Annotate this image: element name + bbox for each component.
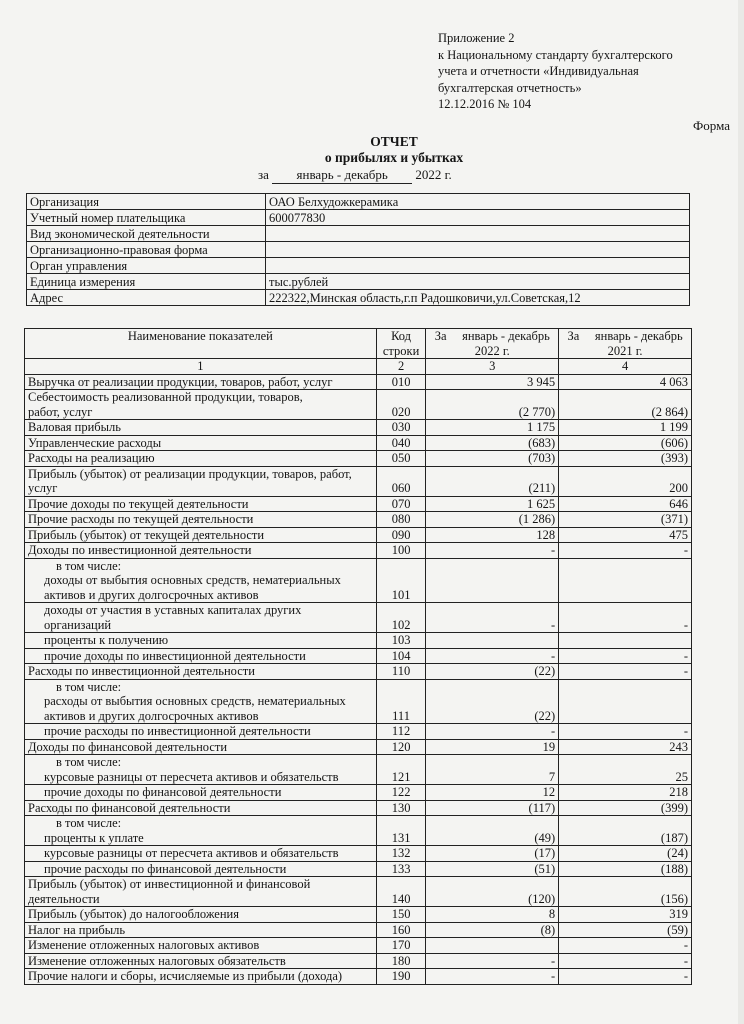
header-code xyxy=(376,329,426,359)
value-previous: - xyxy=(559,648,692,664)
column-number: 2 xyxy=(376,359,426,375)
indicator-line: Прочие расходы по текущей деятельности xyxy=(28,512,254,526)
indicator-line: прочие расходы по инвестиционной деятельности xyxy=(44,724,311,738)
table-row xyxy=(25,755,692,785)
indicator-line: Валовая прибыль xyxy=(28,420,121,434)
table-row xyxy=(25,466,692,496)
indicator-name xyxy=(25,374,377,390)
table-row xyxy=(25,633,692,649)
indicator-line: курсовые разницы от пересчета активов и обязательств xyxy=(44,769,339,784)
indicator-line: Управленческие расходы xyxy=(28,435,162,450)
indicator-line: доходы от участия в уставных капиталах других xyxy=(44,603,302,617)
table-row xyxy=(25,953,692,969)
value-previous: (187) xyxy=(559,816,692,846)
indicator-line: Расходы по инвестиционной деятельности xyxy=(28,664,255,678)
column-number: 1 xyxy=(25,359,377,375)
indicator-line: Прибыль (убыток) от инвестиционной и финансовой xyxy=(28,877,311,891)
report-title: ОТЧЕТ xyxy=(370,134,418,149)
indicator-line: расходы от выбытия основных средств, нематериальных xyxy=(44,694,346,708)
indicator-line: Прибыль (убыток) от текущей деятельности xyxy=(28,527,265,542)
row-code: 020 xyxy=(376,390,426,420)
indicator-line: прочие доходы по инвестиционной деятельности xyxy=(44,648,306,663)
table-row xyxy=(25,496,692,512)
table-row xyxy=(25,785,692,801)
indicator-name xyxy=(25,816,377,846)
value-previous: 4 063 xyxy=(559,374,692,390)
org-row xyxy=(27,290,690,306)
column-number: 3 xyxy=(426,359,559,375)
row-code: 160 xyxy=(376,922,426,938)
org-value: ОАО Белхудожкерамика xyxy=(266,194,690,210)
value-previous: - xyxy=(559,603,692,633)
value-current: - xyxy=(426,648,559,664)
org-row xyxy=(27,194,690,210)
value-previous: 25 xyxy=(559,755,692,785)
indicator-line: Прочие доходы по текущей деятельности xyxy=(28,496,249,511)
org-value xyxy=(266,258,690,274)
value-previous: 475 xyxy=(559,527,692,543)
value-current: (1 286) xyxy=(426,512,559,528)
report-subtitle: о прибылях и убытках xyxy=(324,150,464,165)
header-code-line: строки xyxy=(382,343,420,358)
appendix-line: Приложение 2 xyxy=(438,31,515,45)
indicator-name xyxy=(25,724,377,740)
row-code: 030 xyxy=(376,420,426,436)
organization-table xyxy=(26,193,690,306)
table-row xyxy=(25,969,692,985)
indicator-name xyxy=(25,739,377,755)
indicator-name xyxy=(25,633,377,649)
org-row xyxy=(27,210,690,226)
value-previous: (606) xyxy=(559,435,692,451)
indicator-line: Расходы на реализацию xyxy=(28,451,155,465)
row-code: 050 xyxy=(376,451,426,467)
indicator-line: в том числе: xyxy=(56,816,122,830)
indicator-line: курсовые разницы от пересчета активов и обязательств xyxy=(44,846,339,860)
indicator-line: деятельности xyxy=(28,891,100,906)
table-row xyxy=(25,907,692,923)
indicator-name xyxy=(25,969,377,985)
org-label: Адрес xyxy=(27,290,266,306)
table-row xyxy=(25,861,692,877)
value-previous: (188) xyxy=(559,861,692,877)
indicator-line: Прибыль (убыток) до налогообложения xyxy=(28,907,239,921)
indicator-name xyxy=(25,527,377,543)
indicator-line: в том числе: xyxy=(56,755,122,769)
value-previous: 646 xyxy=(559,496,692,512)
value-previous: (59) xyxy=(559,922,692,938)
row-code: 131 xyxy=(376,816,426,846)
value-previous xyxy=(559,633,692,649)
table-row xyxy=(25,451,692,467)
value-current: (683) xyxy=(426,435,559,451)
appendix-line: к Национальному стандарту бухгалтерского xyxy=(438,47,673,62)
value-previous: - xyxy=(559,953,692,969)
value-previous: (393) xyxy=(559,451,692,467)
value-previous: (2 864) xyxy=(559,390,692,420)
row-code: 060 xyxy=(376,466,426,496)
row-code: 150 xyxy=(376,907,426,923)
column-number-row xyxy=(25,359,692,375)
indicator-name xyxy=(25,496,377,512)
value-current xyxy=(426,558,559,603)
indicator-name xyxy=(25,800,377,816)
row-code: 130 xyxy=(376,800,426,816)
indicator-line: активов и других долгосрочных активов xyxy=(44,708,259,723)
table-row xyxy=(25,938,692,954)
appendix-note xyxy=(438,30,673,113)
indicator-name xyxy=(25,877,377,907)
table-row xyxy=(25,664,692,680)
header-current-line: 2022 г. xyxy=(474,343,510,358)
value-current: (703) xyxy=(426,451,559,467)
indicator-line: Изменение отложенных налоговых активов xyxy=(28,938,260,952)
value-previous: 243 xyxy=(559,739,692,755)
value-current: - xyxy=(426,603,559,633)
table-row xyxy=(25,846,692,862)
value-current: (22) xyxy=(426,679,559,724)
value-current: (8) xyxy=(426,922,559,938)
indicator-line: работ, услуг xyxy=(28,404,93,419)
table-row xyxy=(25,374,692,390)
org-label: Учетный номер плательщика xyxy=(27,210,266,226)
table-header-row xyxy=(25,329,692,359)
value-previous xyxy=(559,679,692,724)
appendix-line: бухгалтерская отчетность» xyxy=(438,80,582,95)
row-code: 133 xyxy=(376,861,426,877)
table-row xyxy=(25,512,692,528)
value-current: 1 175 xyxy=(426,420,559,436)
value-current: - xyxy=(426,543,559,559)
form-label: Форма xyxy=(693,118,730,133)
value-previous: (156) xyxy=(559,877,692,907)
org-row xyxy=(27,242,690,258)
table-row xyxy=(25,603,692,633)
table-row xyxy=(25,922,692,938)
indicator-line: услуг xyxy=(28,481,58,495)
value-previous: - xyxy=(559,724,692,740)
value-current: - xyxy=(426,724,559,740)
table-row xyxy=(25,800,692,816)
row-code: 102 xyxy=(376,603,426,633)
indicator-line: прочие расходы по финансовой деятельности xyxy=(44,861,287,876)
value-previous: (399) xyxy=(559,800,692,816)
row-code: 122 xyxy=(376,785,426,801)
indicator-name xyxy=(25,420,377,436)
value-current: 1 625 xyxy=(426,496,559,512)
value-previous xyxy=(559,558,692,603)
indicator-line: активов и других долгосрочных активов xyxy=(44,587,259,602)
row-code: 180 xyxy=(376,953,426,969)
row-code: 112 xyxy=(376,724,426,740)
value-current: 12 xyxy=(426,785,559,801)
row-code: 104 xyxy=(376,648,426,664)
value-current xyxy=(426,633,559,649)
row-code: 090 xyxy=(376,527,426,543)
header-previous-line: За январь - декабрь xyxy=(567,329,683,343)
header-indicator: Наименование показателей xyxy=(25,329,377,359)
indicator-line: Налог на прибыль xyxy=(28,922,126,937)
table-row xyxy=(25,739,692,755)
org-label: Организационно-правовая форма xyxy=(27,242,266,258)
row-code: 010 xyxy=(376,374,426,390)
indicator-line: Прочие налоги и сборы, исчисляемые из прибыли (дохода) xyxy=(28,969,343,983)
indicator-name xyxy=(25,755,377,785)
org-value: 222322,Минская область,г.п Радошковичи,ул.Советская,12 xyxy=(266,290,690,306)
row-code: 121 xyxy=(376,755,426,785)
profit-loss-table xyxy=(24,328,692,985)
indicator-line: Доходы по инвестиционной деятельности xyxy=(28,543,252,557)
indicator-line: в том числе: xyxy=(56,558,122,573)
indicator-name xyxy=(25,922,377,938)
value-previous: - xyxy=(559,938,692,954)
table-row xyxy=(25,390,692,420)
row-code: 080 xyxy=(376,512,426,528)
value-previous: 1 199 xyxy=(559,420,692,436)
indicator-name xyxy=(25,466,377,496)
row-code: 120 xyxy=(376,739,426,755)
indicator-line: проценты к уплате xyxy=(44,830,144,845)
org-value: 600077830 xyxy=(266,210,690,226)
org-value: тыс.рублей xyxy=(266,274,690,290)
indicator-name xyxy=(25,558,377,603)
row-code: 103 xyxy=(376,633,426,649)
row-code: 040 xyxy=(376,435,426,451)
value-previous: - xyxy=(559,664,692,680)
table-row xyxy=(25,543,692,559)
indicator-name xyxy=(25,953,377,969)
header-previous xyxy=(559,329,692,359)
table-row xyxy=(25,420,692,436)
table-row xyxy=(25,648,692,664)
indicator-line: доходы от выбытия основных средств, нематериальных xyxy=(44,573,341,587)
value-current: (51) xyxy=(426,861,559,877)
indicator-name xyxy=(25,390,377,420)
table-row xyxy=(25,816,692,846)
header-current-line: За январь - декабрь xyxy=(434,329,550,343)
table-row xyxy=(25,877,692,907)
header-previous-line: 2021 г. xyxy=(607,343,643,358)
indicator-name xyxy=(25,451,377,467)
scan-edge xyxy=(738,0,744,1024)
org-value xyxy=(266,242,690,258)
table-row xyxy=(25,558,692,603)
org-label: Единица измерения xyxy=(27,274,266,290)
row-code: 070 xyxy=(376,496,426,512)
org-label: Вид экономической деятельности xyxy=(27,226,266,242)
org-label: Организация xyxy=(27,194,266,210)
indicator-name xyxy=(25,664,377,680)
indicator-line: организаций xyxy=(44,617,112,632)
table-row xyxy=(25,724,692,740)
indicator-name xyxy=(25,861,377,877)
indicator-name xyxy=(25,846,377,862)
period-value: январь - декабрь xyxy=(272,167,412,184)
value-current: (17) xyxy=(426,846,559,862)
indicator-line: в том числе: xyxy=(56,679,122,694)
value-current: (211) xyxy=(426,466,559,496)
indicator-name xyxy=(25,648,377,664)
value-current: (22) xyxy=(426,664,559,680)
value-current: 8 xyxy=(426,907,559,923)
value-current: - xyxy=(426,953,559,969)
org-row xyxy=(27,226,690,242)
indicator-name xyxy=(25,907,377,923)
value-current: 19 xyxy=(426,739,559,755)
indicator-name xyxy=(25,543,377,559)
value-current: - xyxy=(426,969,559,985)
indicator-line: Доходы по финансовой деятельности xyxy=(28,739,228,754)
value-current: (117) xyxy=(426,800,559,816)
row-code: 100 xyxy=(376,543,426,559)
value-current: 7 xyxy=(426,755,559,785)
indicator-line: Расходы по финансовой деятельности xyxy=(28,800,231,815)
header-current xyxy=(426,329,559,359)
period-prefix: за xyxy=(258,167,269,182)
org-value xyxy=(266,226,690,242)
column-number: 4 xyxy=(559,359,692,375)
value-previous: 218 xyxy=(559,785,692,801)
row-code: 101 xyxy=(376,558,426,603)
value-previous: (24) xyxy=(559,846,692,862)
indicator-line: Выручка от реализации продукции, товаров, работ, услуг xyxy=(28,374,333,389)
indicator-line: Себестоимость реализованной продукции, товаров, xyxy=(28,390,303,404)
period-year: 2022 г. xyxy=(415,167,452,182)
indicator-line: Прибыль (убыток) от реализации продукции, товаров, работ, xyxy=(28,466,352,481)
indicator-name xyxy=(25,938,377,954)
org-row xyxy=(27,258,690,274)
table-row xyxy=(25,679,692,724)
value-current: (49) xyxy=(426,816,559,846)
appendix-line: учета и отчетности «Индивидуальная xyxy=(438,64,639,78)
row-code: 140 xyxy=(376,877,426,907)
value-previous: 200 xyxy=(559,466,692,496)
indicator-line: прочие доходы по финансовой деятельности xyxy=(44,785,282,799)
indicator-line: Изменение отложенных налоговых обязательств xyxy=(28,953,286,968)
indicator-name xyxy=(25,512,377,528)
org-row xyxy=(27,274,690,290)
appendix-line: 12.12.2016 № 104 xyxy=(438,97,532,111)
indicator-line: проценты к получению xyxy=(44,633,169,647)
value-current: (120) xyxy=(426,877,559,907)
value-previous: - xyxy=(559,543,692,559)
value-current: 3 945 xyxy=(426,374,559,390)
indicator-name xyxy=(25,603,377,633)
org-label: Орган управления xyxy=(27,258,266,274)
table-row xyxy=(25,435,692,451)
indicator-name xyxy=(25,435,377,451)
value-previous: 319 xyxy=(559,907,692,923)
header-code-line: Код xyxy=(391,329,412,343)
row-code: 111 xyxy=(376,679,426,724)
table-row xyxy=(25,527,692,543)
row-code: 190 xyxy=(376,969,426,985)
row-code: 170 xyxy=(376,938,426,954)
value-current: 128 xyxy=(426,527,559,543)
value-previous: - xyxy=(559,969,692,985)
row-code: 110 xyxy=(376,664,426,680)
indicator-name xyxy=(25,679,377,724)
row-code: 132 xyxy=(376,846,426,862)
report-period xyxy=(258,167,452,184)
value-current xyxy=(426,938,559,954)
value-previous: (371) xyxy=(559,512,692,528)
indicator-name xyxy=(25,785,377,801)
value-current: (2 770) xyxy=(426,390,559,420)
